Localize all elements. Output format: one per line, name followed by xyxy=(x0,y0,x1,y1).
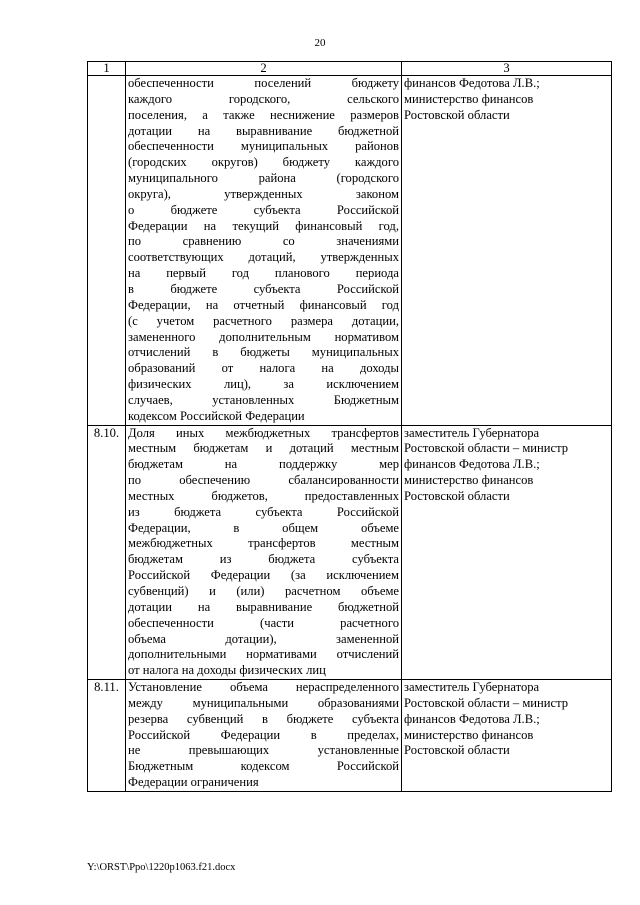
description-line: субвенций) и (или) расчетном объеме xyxy=(128,584,399,598)
row-number: 8.11. xyxy=(88,680,126,792)
responsible-line: заместитель Губернатора xyxy=(404,425,540,440)
description-line: отчислений в бюджеты муниципальных xyxy=(128,345,399,360)
description-line: (городских округов) бюджету каждого xyxy=(128,155,399,170)
description-line: межбюджетных трансфертов местным xyxy=(128,536,399,551)
responsible-line: Ростовской области xyxy=(404,107,510,122)
responsible-line: финансов Федотова Л.В.; xyxy=(404,457,540,472)
description-line: случаев, установленных Бюджетным xyxy=(128,392,399,407)
row-responsible xyxy=(402,76,612,426)
row-description xyxy=(126,425,402,680)
description-line: Доля иных межбюджетных трансфертов xyxy=(128,425,399,440)
description-line: обеспеченности поселений бюджету xyxy=(128,76,399,90)
description-line: обеспеченности (части расчетного xyxy=(128,615,399,630)
description-line: бюджетам на поддержку мер xyxy=(128,457,399,472)
description-line: в бюджете субъекта Российской xyxy=(128,281,399,296)
row-responsible xyxy=(402,680,612,792)
row-responsible xyxy=(402,425,612,680)
responsible-line: министерство финансов xyxy=(404,91,534,106)
description-line: Бюджетным кодексом Российской xyxy=(128,759,399,774)
description-line: физических лиц), за исключением xyxy=(128,377,399,392)
description-line: Установление объема нераспределенного xyxy=(128,680,399,695)
description-line: от налога на доходы физических лиц xyxy=(128,663,326,678)
description-line: бюджетам из бюджета субъекта xyxy=(128,552,399,567)
description-line: резерва субвенций в бюджете субъекта xyxy=(128,711,399,726)
column-header-number: 1 xyxy=(88,62,126,76)
description-line: дополнительными нормативами отчислений xyxy=(128,647,399,662)
description-line: Российской Федерации в пределах, xyxy=(128,727,399,742)
description-line: округа), утвержденных законом xyxy=(128,186,399,201)
description-line: дотации на выравнивание бюджетной xyxy=(128,123,399,138)
description-line: Российской Федерации (за исключением xyxy=(128,568,399,583)
description-line: по обеспечению сбалансированности xyxy=(128,473,399,488)
document-table xyxy=(87,61,612,792)
row-description xyxy=(126,76,402,426)
responsible-line: министерство финансов xyxy=(404,727,534,742)
responsible-line: заместитель Губернатора xyxy=(404,680,540,695)
footer-file-path: Y:\ORST\Ppo\1220p1063.f21.docx xyxy=(87,862,236,873)
responsible-line: министерство финансов xyxy=(404,473,534,488)
description-line: из бюджета субъекта Российской xyxy=(128,504,399,519)
description-line: между муниципальными образованиями xyxy=(128,695,399,710)
table-body xyxy=(88,76,612,792)
row-number xyxy=(88,76,126,426)
description-line: Федерации, в общем объеме xyxy=(128,520,399,535)
description-line: местным бюджетам и дотаций местным xyxy=(128,441,399,456)
table-row xyxy=(88,680,612,792)
description-line: Федерации ограничения xyxy=(128,775,259,790)
description-line: на первый год планового периода xyxy=(128,266,399,281)
responsible-line: Ростовской области xyxy=(404,488,510,503)
description-line: образований от налога на доходы xyxy=(128,361,399,376)
description-line: не превышающих установленные xyxy=(128,743,399,758)
responsible-line: финансов Федотова Л.В.; xyxy=(404,711,540,726)
description-line: (с учетом расчетного размера дотации, xyxy=(128,313,399,328)
description-line: замененного дополнительным нормативом xyxy=(128,329,399,344)
description-line: кодексом Российской Федерации xyxy=(128,408,305,423)
description-line: соответствующих дотаций, утвержденных xyxy=(128,250,399,265)
table-header-row xyxy=(88,62,612,76)
responsible-line: Ростовской области xyxy=(404,743,510,758)
description-line: дотации на выравнивание бюджетной xyxy=(128,599,399,614)
row-number: 8.10. xyxy=(88,425,126,680)
description-line: Федерации, на отчетный финансовый год xyxy=(128,297,399,312)
description-line: местных бюджетов, предоставленных xyxy=(128,488,399,503)
responsible-line: Ростовской области – министр xyxy=(404,695,569,710)
description-line: обеспеченности муниципальных районов xyxy=(128,139,399,154)
page-number: 20 xyxy=(314,37,326,49)
row-description xyxy=(126,680,402,792)
description-line: Федерации на текущий финансовый год, xyxy=(128,218,399,233)
description-line: каждого городского, сельского xyxy=(128,91,399,106)
column-header-responsible: 3 xyxy=(402,62,612,76)
description-line: объема дотации), замененной xyxy=(128,631,399,646)
description-line: поселения, а также неснижение размеров xyxy=(128,107,399,122)
table-row xyxy=(88,76,612,426)
description-line: по сравнению со значениями xyxy=(128,234,399,249)
table-row xyxy=(88,425,612,680)
responsible-line: Ростовской области – министр xyxy=(404,441,569,456)
description-line: о бюджете субъекта Российской xyxy=(128,202,399,217)
column-header-content: 2 xyxy=(126,62,402,76)
responsible-line: финансов Федотова Л.В.; xyxy=(404,76,540,90)
description-line: муниципального района (городского xyxy=(128,171,399,186)
